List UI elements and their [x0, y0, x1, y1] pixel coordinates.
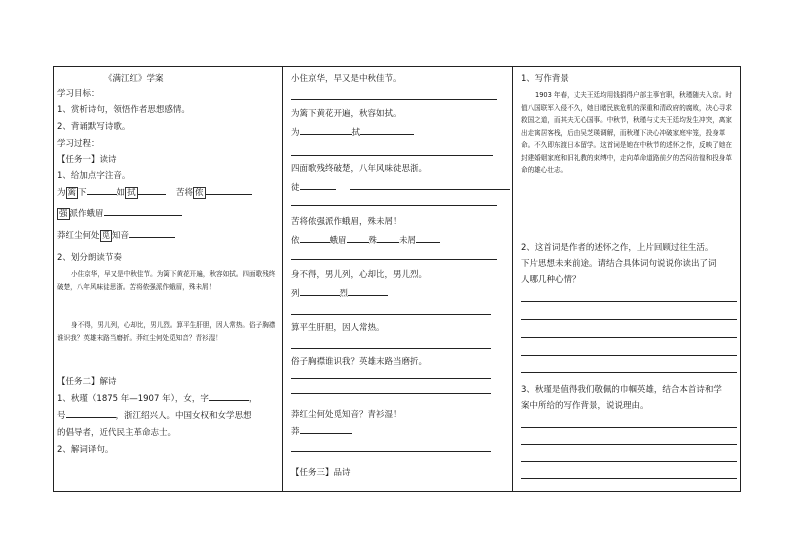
answer-blank[interactable]: [129, 237, 175, 238]
verse-line-6: 算平生肝胆，因人常热。: [291, 323, 385, 333]
process-heading: 学习过程：: [57, 139, 100, 149]
author-line-2: 号 ，浙江绍兴人。中国女权和女学思想: [57, 411, 252, 421]
word-row-4: 列 烈: [291, 289, 388, 300]
answer-blank[interactable]: [347, 242, 369, 243]
answer-blank[interactable]: [300, 242, 330, 243]
answer-blank[interactable]: [87, 194, 117, 195]
answer-blank[interactable]: [377, 242, 399, 243]
answer-blank[interactable]: [66, 417, 116, 418]
boxed-char: 拭: [127, 188, 136, 198]
goal-1: 1、赏析诗句，领悟作者思想感情。: [57, 105, 190, 115]
answer-line[interactable]: [521, 319, 737, 320]
author-line-3: 的倡导者，近代民主革命志士。: [57, 428, 177, 438]
right-column: [513, 67, 742, 491]
question-3-line-2: 案中所给的写作背景，说说理由。: [521, 401, 649, 411]
answer-blank[interactable]: [300, 295, 340, 296]
background-heading: 1、写作背景: [521, 74, 569, 84]
answer-line[interactable]: [291, 348, 491, 349]
verse-line-2: 为篱下黄花开遍，秋容如拭。: [291, 109, 402, 119]
answer-line[interactable]: [291, 314, 491, 315]
answer-line[interactable]: [521, 461, 737, 462]
answer-blank[interactable]: [206, 194, 252, 195]
pinyin-word-mi: 莽红尘何处 觅 知音: [57, 231, 175, 242]
answer-line[interactable]: [521, 427, 737, 428]
word-explain-question: 2、解词译句。: [57, 445, 114, 455]
answer-line[interactable]: [291, 378, 491, 379]
word-row-3: 依 蛾眉 殊 未屑: [291, 236, 440, 247]
worksheet-table: [53, 66, 741, 492]
word-row-1: 为 拭: [291, 128, 414, 139]
answer-line[interactable]: [291, 155, 493, 156]
boxed-char: 篱: [67, 188, 77, 198]
background-text: 1903 年春，丈夫王廷均用钱捐得户部主事官职，秋瑾随夫入京。时值八国联军入侵不久，她目睹民族危机的深重和清政府的腐败，决心寻求救国之道，而其夫无心国事。中秋节，秋瑾与丈夫王廷均发生冲突，离家出走寓居客栈，后由吴芝瑛调解，而秋瑾下决心冲破家庭牢笼，投身革命。不久即东渡日本留学。这首词是她在中秋节的述怀之作，反映了她在封建婚姻家庭和旧礼教的束缚中，走向革命道路前夕的苦闷彷徨和投身革命的雄心壮志。: [521, 91, 732, 174]
verse-line-4: 苦将侬强派作蛾眉，殊未屑！: [291, 217, 402, 227]
verse-line-7: 俗子胸襟谁识我？英雄末路当磨折。: [291, 357, 428, 367]
answer-blank[interactable]: [360, 134, 414, 135]
question-2-line-3: 人哪几种心情？: [521, 275, 581, 285]
answer-blank[interactable]: [416, 242, 440, 243]
answer-line[interactable]: [521, 301, 737, 302]
verse-line-3: 四面歌残终破楚，八年风味徒思浙。: [291, 164, 428, 174]
answer-blank[interactable]: [300, 189, 336, 190]
answer-line[interactable]: [291, 451, 491, 452]
answer-blank[interactable]: [104, 215, 182, 216]
boxed-char: 强: [59, 209, 68, 219]
rhythm-question: 2、划分朗读节奏: [57, 253, 122, 263]
verse-line-5: 身不得，男儿列，心却比，男儿烈。: [291, 270, 428, 280]
answer-blank[interactable]: [300, 433, 352, 434]
answer-line[interactable]: [521, 355, 737, 356]
task-2-heading: 【任务二】解诗: [57, 377, 117, 387]
pinyin-word-qiang: 强 派作蛾眉: [57, 209, 182, 220]
author-line-1: 1、秋瑾（1875 年—1907 年），女，字 ，: [57, 394, 258, 404]
task-1-heading: 【任务一】读诗: [57, 155, 117, 165]
pinyin-question: 1、给加点字注音。: [57, 171, 131, 181]
answer-blank[interactable]: [138, 194, 166, 195]
answer-line[interactable]: [291, 205, 497, 206]
goal-heading: 学习目标：: [57, 89, 100, 99]
boxed-char: 侬: [195, 188, 204, 198]
answer-blank[interactable]: [209, 400, 249, 401]
task-3-heading: 【任务三】品诗: [291, 468, 351, 478]
verse-line-1: 小住京华，早又是中秋佳节。: [291, 74, 402, 84]
answer-line[interactable]: [521, 444, 737, 445]
goal-2: 2、背诵默写诗歌。: [57, 122, 131, 132]
pinyin-word-li: 为 篱 下 如 拭: [57, 188, 166, 199]
word-row-2: 徒: [291, 183, 510, 194]
answer-line[interactable]: [291, 99, 497, 100]
question-2-line-2: 下片思想未来前途。请结合具体词句说说你读出了词: [521, 259, 717, 269]
pinyin-word-nong: 苦将 侬: [176, 188, 252, 199]
answer-blank[interactable]: [350, 189, 510, 190]
answer-blank[interactable]: [300, 134, 352, 135]
answer-line[interactable]: [291, 393, 491, 394]
answer-blank[interactable]: [348, 295, 388, 296]
poem-stanza-2: 身不得，男儿列，心却比，男儿烈。算平生肝胆，因人常热。俗子胸襟谁识我？英雄末路当磨折。莽红尘何处觅知音？青衫湿！: [57, 321, 276, 342]
answer-line[interactable]: [521, 372, 737, 373]
left-column: [54, 67, 283, 491]
word-row-5: 莽: [291, 427, 352, 438]
poem-stanza-1: 小住京华，早又是中秋佳节。为篱下黄花开遍，秋容如拭。四面歌残终破楚，八年风味徒思浙。苦将侬强派作蛾眉，殊未屑！: [57, 270, 276, 291]
answer-line[interactable]: [521, 478, 737, 479]
boxed-char: 觅: [101, 231, 111, 241]
verse-line-8: 莽红尘何处觅知音？青衫湿！: [291, 410, 402, 420]
answer-line[interactable]: [521, 337, 737, 338]
question-3-line-1: 3、秋瑾是值得我们敬佩的巾帼英雄，结合本首诗和学: [521, 385, 722, 395]
middle-column: [283, 67, 513, 491]
question-2-line-1: 2、这首词是作者的述怀之作，上片回顾过往生活。: [521, 243, 714, 253]
answer-line[interactable]: [291, 259, 497, 260]
worksheet-title: 《满江红》学案: [104, 74, 164, 84]
